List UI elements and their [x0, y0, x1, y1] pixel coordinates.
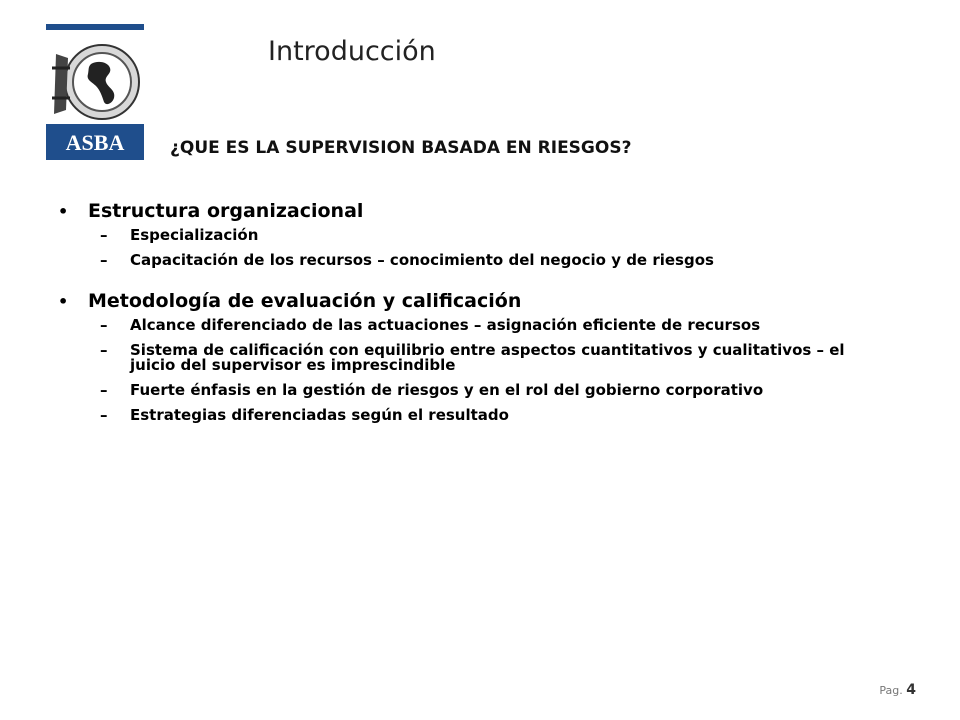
- section-heading-text: Metodología de evaluación y calificación: [88, 290, 522, 312]
- section-heading-text: Estructura organizacional: [88, 200, 364, 222]
- bullet-icon: •: [58, 202, 69, 221]
- section-heading: [58, 200, 878, 222]
- dash-icon: –: [100, 381, 108, 399]
- logo-text: ASBA: [65, 130, 125, 155]
- list-item: [100, 228, 878, 243]
- list-item: [100, 253, 878, 268]
- dash-icon: –: [100, 341, 108, 359]
- list-item-text: Alcance diferenciado de las actuaciones – asignación eficiente de recursos: [130, 316, 761, 334]
- list-item: [100, 318, 878, 333]
- slide-content: [58, 200, 878, 445]
- list-item: [100, 408, 878, 423]
- section-metodologia: [58, 290, 878, 423]
- list-item-text: Especialización: [130, 226, 259, 244]
- slide-title: Introducción: [268, 36, 436, 67]
- list-item-text: Capacitación de los recursos – conocimiento del negocio y de riesgos: [130, 251, 714, 269]
- page-number: [879, 682, 916, 698]
- dash-icon: –: [100, 406, 108, 424]
- section-heading: [58, 290, 878, 312]
- slide-subtitle: ¿QUE ES LA SUPERVISION BASADA EN RIESGOS?: [170, 138, 632, 158]
- bullet-icon: •: [58, 292, 69, 311]
- dash-icon: –: [100, 316, 108, 334]
- list-item-text: Estrategias diferenciadas según el resultado: [130, 406, 509, 424]
- section-estructura: [58, 200, 878, 268]
- page-label: Pag.: [879, 684, 903, 697]
- list-item: [100, 383, 878, 398]
- asba-logo: [46, 24, 144, 160]
- dash-icon: –: [100, 226, 108, 244]
- page-number-value: 4: [906, 682, 916, 698]
- list-item: [100, 343, 878, 373]
- dash-icon: –: [100, 251, 108, 269]
- list-item-text: Fuerte énfasis en la gestión de riesgos y en el rol del gobierno corporativo: [130, 381, 764, 399]
- list-item-text: Sistema de calificación con equilibrio entre aspectos cuantitativos y cualitativos – el juicio del supervisor es imprescindible: [130, 341, 845, 374]
